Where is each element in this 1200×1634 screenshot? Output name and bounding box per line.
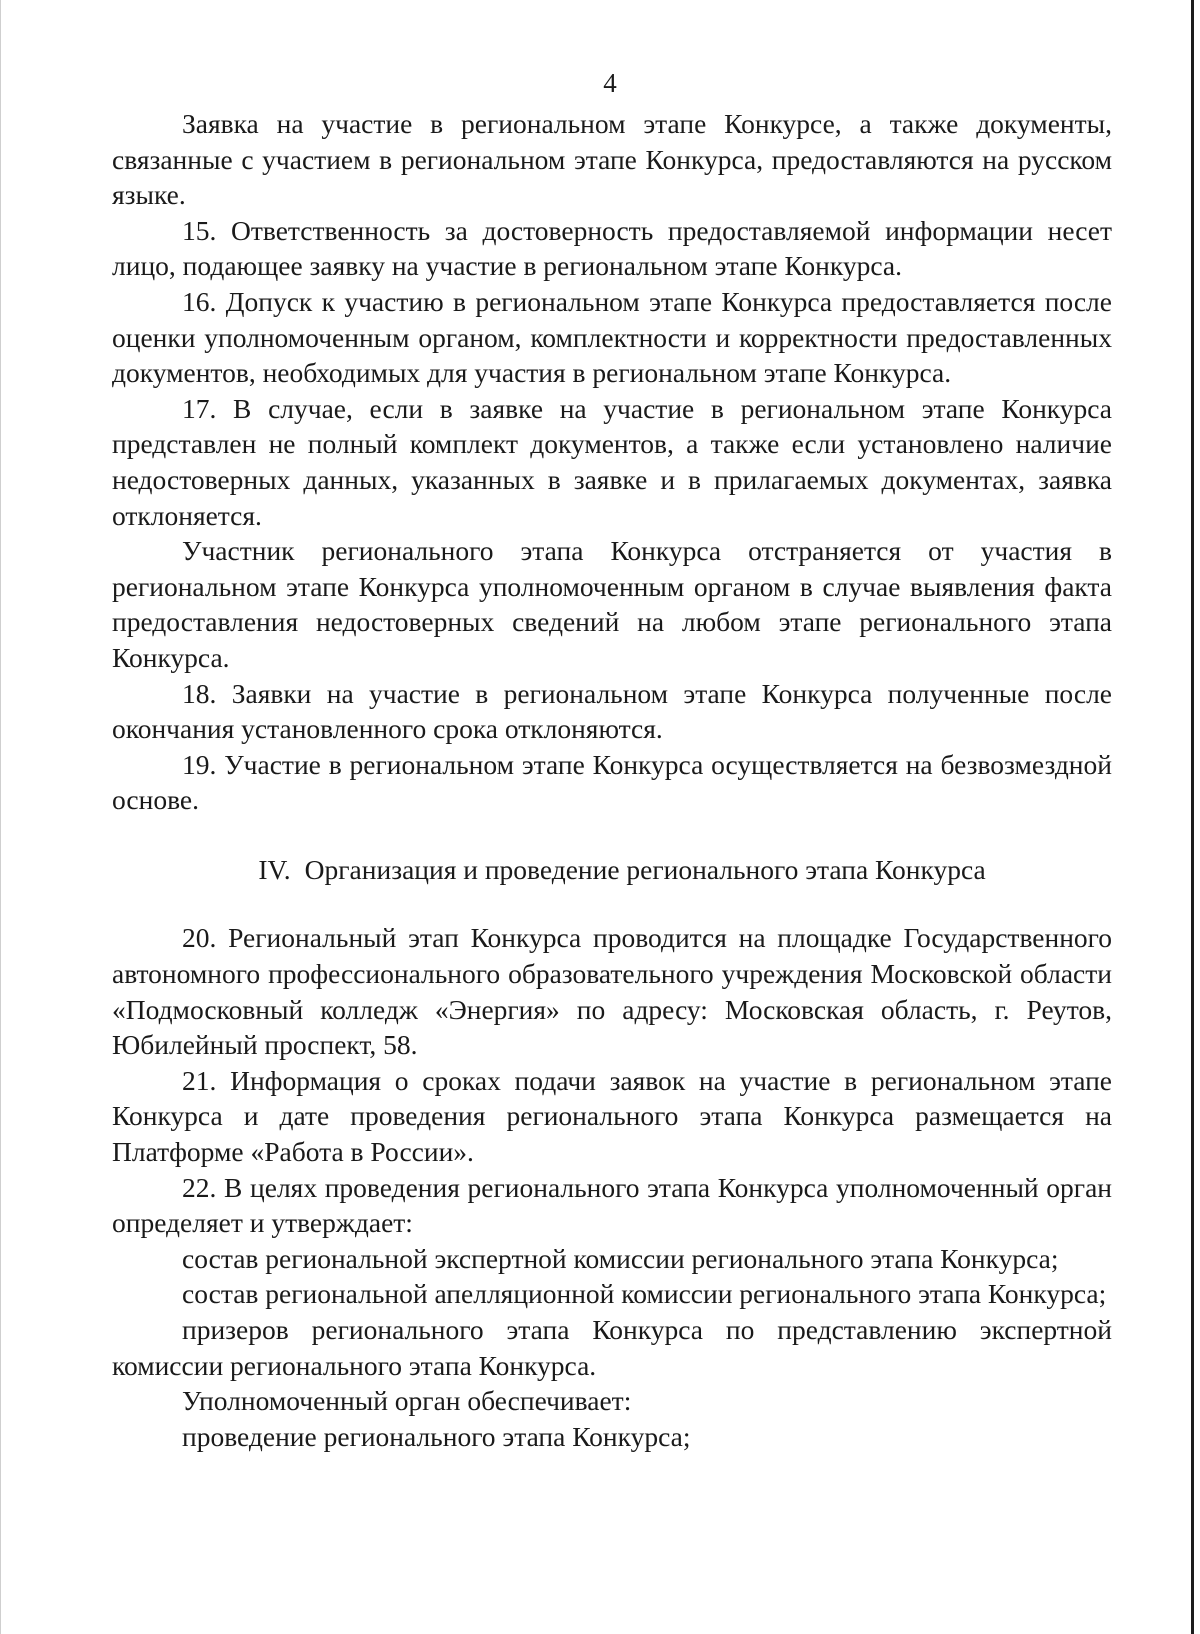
paragraph-21: 21. Информация о сроках подачи заявок на участие в региональном этапе Конкурса и дате проведения регионального этапа Конкурса размещается на Платформе «Работа в России». (112, 1064, 1112, 1168)
section-heading (112, 852, 1112, 888)
paragraph-19: 19. Участие в региональном этапе Конкурса осуществляется на безвозмездной основе. (112, 748, 1112, 816)
paragraph-16: 16. Допуск к участию в региональном этапе Конкурса предоставляется после оценки уполномоченным органом, комплектности и корректности предоставленных документов, необходимых для участия в региональном этапе Конкурса. (112, 285, 1112, 389)
paragraph-authority-ensures: Уполномоченный орган обеспечивает: (182, 1385, 632, 1417)
scan-edge-right (1191, 0, 1194, 1634)
section-title: Организация и проведение регионального этапа Конкурса (304, 853, 986, 885)
list-item-prize-winners: призеров регионального этапа Конкурса по представлению экспертной комиссии регионального этапа Конкурса. (112, 1314, 1112, 1381)
paragraph-22: 22. В целях проведения регионального этапа Конкурса уполномоченный орган определяет и утверждает: (112, 1171, 1112, 1239)
scan-edge-left (0, 0, 1, 1634)
paragraph-17-participant-removal: Участник регионального этапа Конкурса отстраняется от участия в региональном этапе Конкурса уполномоченным органом в случае выявления факта предоставления недостоверных сведений на любом этапе регионального этапа Конкурса. (112, 535, 1112, 673)
paragraph-application-language: Заявка на участие в региональном этапе Конкурсе, а также документы, связанные с участием в региональном этапе Конкурса, предоставляются на русском языке. (112, 108, 1112, 211)
paragraph-17: 17. В случае, если в заявке на участие в региональном этапе Конкурса представлен не полный комплект документов, а также если установлено наличие недостоверных данных, указанных в заявке и в прилагаемых документах, заявка отклоняется. (112, 392, 1112, 531)
section-number: IV. (258, 853, 291, 885)
paragraph-18: 18. Заявки на участие в региональном этапе Конкурса полученные после окончания установленного срока отклоняются. (112, 677, 1112, 745)
paragraph-20: 20. Региональный этап Конкурса проводится на площадке Государственного автономного профессионального образовательного учреждения Московской области «Подмосковный колледж «Энергия» по адресу: Московская область, г. Реутов, Юбилейный проспект, 58. (112, 922, 1112, 1061)
list-item-expert-commission: состав региональной экспертной комиссии регионального этапа Конкурса; (182, 1242, 1059, 1274)
list-item-conducting-stage: проведение регионального этапа Конкурса; (182, 1420, 691, 1452)
page-number: 4 (603, 68, 617, 98)
document-body (112, 106, 1112, 1454)
list-item-appeal-commission: состав региональной апелляционной комиссии регионального этапа Конкурса; (182, 1278, 1107, 1310)
paragraph-15: 15. Ответственность за достоверность предоставляемой информации несет лицо, подающее заявку на участие в региональном этапе Конкурса. (112, 214, 1112, 282)
